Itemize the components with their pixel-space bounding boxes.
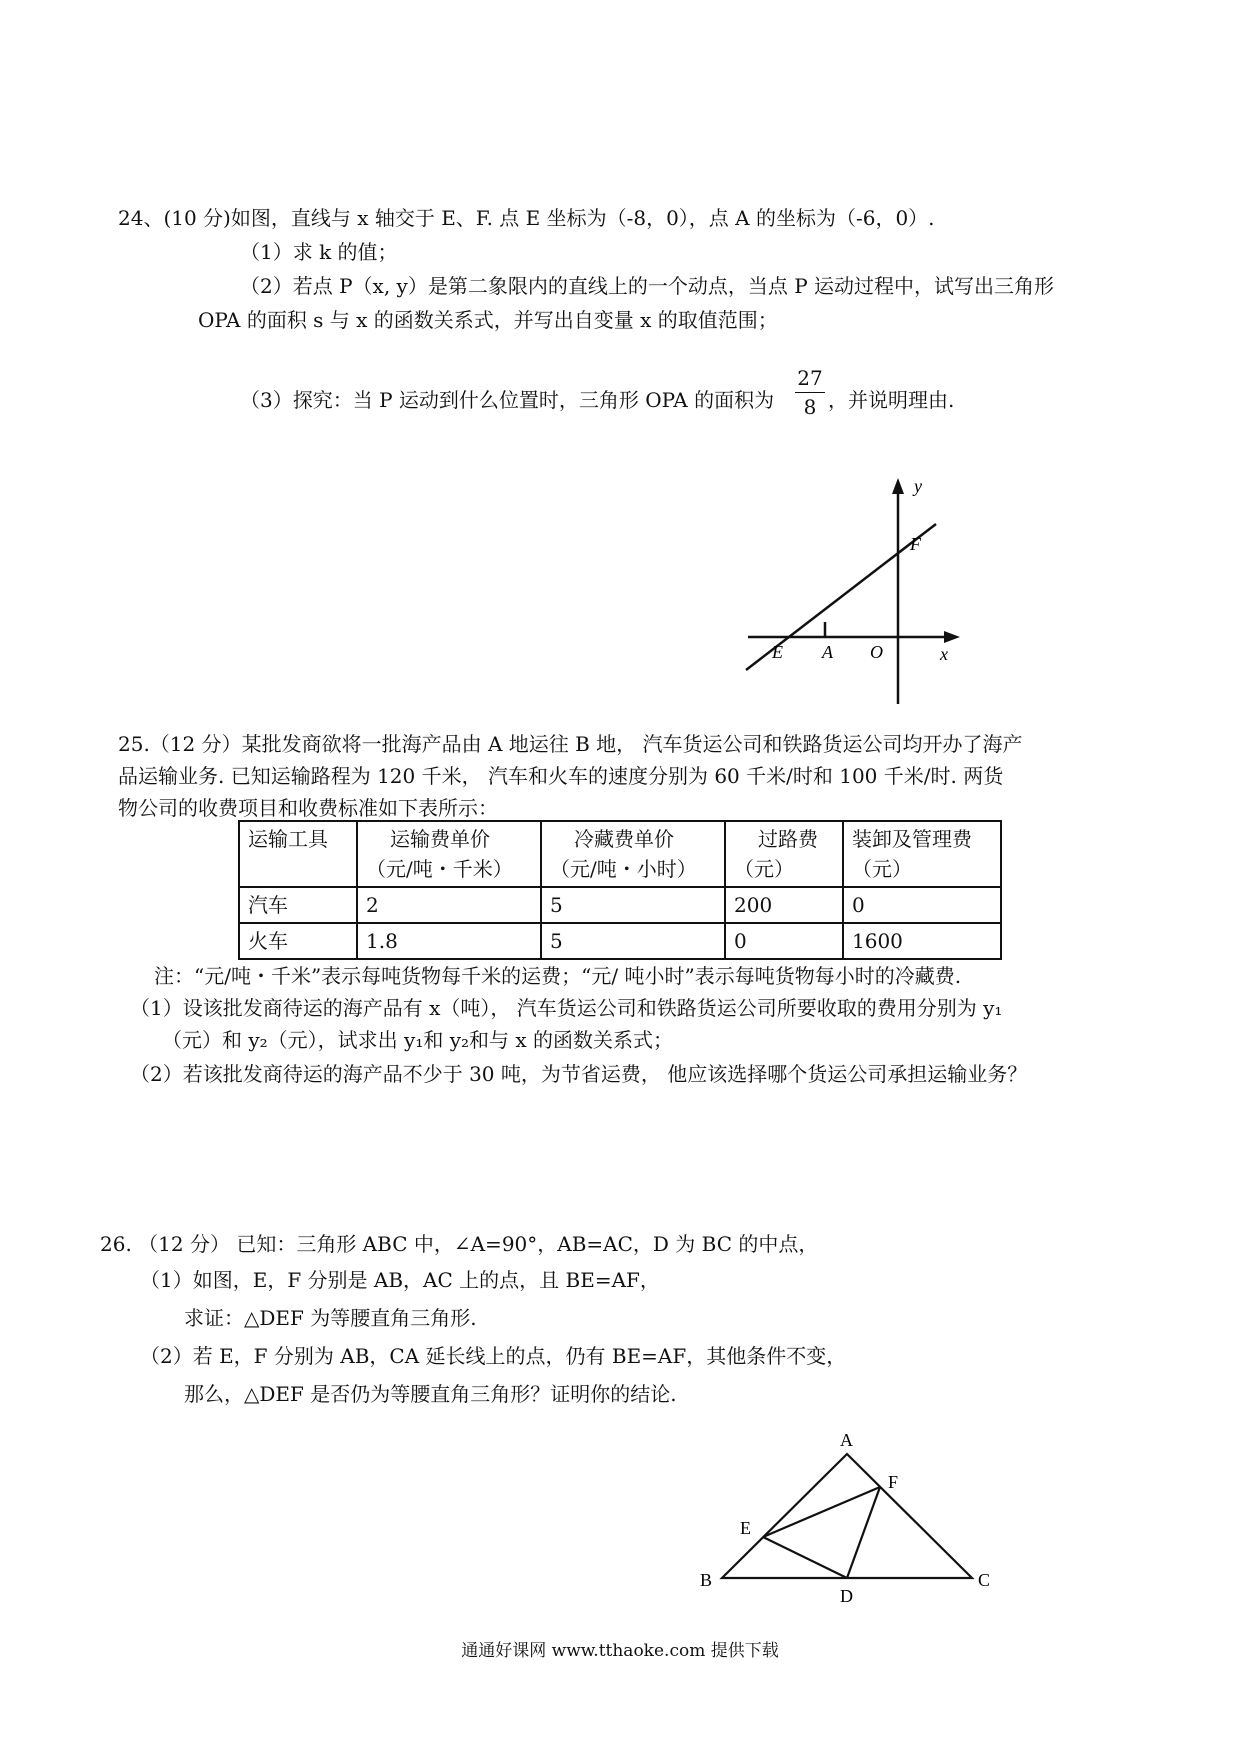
q25-sub2: （2）若该批发商待运的海产品不少于 30 吨，为节省运费， 他应该选择哪个货运公司承担运输业务？ xyxy=(130,1062,1028,1086)
q24-coordinate-figure xyxy=(730,470,970,710)
label-a: A xyxy=(840,1430,853,1450)
table-header-cell: 运输工具 xyxy=(239,821,357,887)
table-cell: 火车 xyxy=(239,923,357,959)
q25-line1: 25.（12 分）某批发商欲将一批海产品由 A 地运往 B 地， 汽车货运公司和铁路货运公司均开办了海产 xyxy=(118,732,1023,756)
segment-fd xyxy=(847,1487,880,1578)
table-row xyxy=(239,923,1001,959)
label-a: A xyxy=(822,642,833,662)
q25-sub1-line2: （元）和 y₂（元），试求出 y₁和 y₂和与 x 的函数关系式； xyxy=(162,1028,674,1052)
label-y: y xyxy=(914,476,922,496)
label-c: C xyxy=(978,1570,991,1590)
table-header-cell: 装卸及管理费 （元） xyxy=(843,821,1001,887)
page-footer: 通通好课网 www.tthaoke.com 提供下载 xyxy=(461,1641,779,1661)
q24-intro: 24、(10 分)如图，直线与 x 轴交于 E、F. 点 E 坐标为（-8，0），点 A 的坐标为（-6，0）. xyxy=(118,206,935,230)
table-cell: 1.8 xyxy=(357,923,541,959)
segment-ef xyxy=(763,1487,880,1537)
label-f: F xyxy=(910,534,921,554)
fraction-bar xyxy=(795,392,825,393)
label-e: E xyxy=(740,1518,751,1538)
fraction-numerator: 27 xyxy=(797,366,823,390)
q25-sub1-line1: （1）设该批发商待运的海产品有 x（吨）， 汽车货运公司和铁路货运公司所要收取的费用分别为 y₁ xyxy=(130,996,1003,1020)
table-cell: 0 xyxy=(843,887,1001,923)
q24-part2-line2: OPA 的面积 s 与 x 的函数关系式，并写出自变量 x 的取值范围； xyxy=(198,308,778,332)
q24-fraction xyxy=(795,366,825,419)
table-cell: 1600 xyxy=(843,923,1001,959)
label-d: D xyxy=(840,1586,853,1606)
q24-part1: （1）求 k 的值； xyxy=(240,240,398,264)
segment-ed xyxy=(763,1537,847,1578)
q24-part2-line1: （2）若点 P（x, y）是第二象限内的直线上的一个动点，当点 P 运动过程中，试写出三角形 xyxy=(240,274,1055,298)
table-row xyxy=(239,887,1001,923)
x-axis-arrow xyxy=(944,631,960,643)
q26-triangle-figure xyxy=(690,1430,1010,1610)
q26-intro: 26. （12 分） 已知：三角形 ABC 中，∠A=90°，AB=AC，D 为 BC 的中点， xyxy=(100,1232,819,1256)
q26-part2-line2: 那么，△DEF 是否仍为等腰直角三角形？证明你的结论. xyxy=(184,1382,677,1406)
q25-line2: 品运输业务. 已知运输路程为 120 千米， 汽车和火车的速度分别为 60 千米/时和 100 千米/时. 两货 xyxy=(118,764,1004,788)
label-o: O xyxy=(870,642,883,662)
q24-part3-end: ，并说明理由. xyxy=(828,388,955,412)
q26-part1-line1: （1）如图，E，F 分别是 AB，AC 上的点，且 BE=AF， xyxy=(140,1268,660,1292)
y-axis-arrow xyxy=(892,478,904,494)
fee-table xyxy=(238,820,1002,960)
table-cell: 5 xyxy=(541,887,725,923)
q25-line3: 物公司的收费项目和收费标准如下表所示： xyxy=(118,796,498,820)
label-e: E xyxy=(772,642,783,662)
label-b: B xyxy=(700,1570,713,1590)
triangle-abc xyxy=(722,1454,972,1578)
label-f: F xyxy=(888,1472,899,1492)
table-header-cell: 过路费 （元） xyxy=(725,821,843,887)
q26-part1-line2: 求证：△DEF 为等腰直角三角形. xyxy=(184,1306,477,1330)
table-cell: 2 xyxy=(357,887,541,923)
table-cell: 0 xyxy=(725,923,843,959)
label-x: x xyxy=(940,644,948,664)
table-cell: 5 xyxy=(541,923,725,959)
q25-note: 注：“元/吨・千米”表示每吨货物每千米的运费；“元/ 吨小时”表示每吨货物每小时的冷藏费. xyxy=(154,964,962,988)
table-header-cell: 冷藏费单价 （元/吨・小时） xyxy=(541,821,725,887)
q26-part2-line1: （2）若 E，F 分别为 AB，CA 延长线上的点，仍有 BE=AF，其他条件不变， xyxy=(140,1344,847,1368)
table-header-row xyxy=(239,821,1001,887)
table-cell: 200 xyxy=(725,887,843,923)
q24-part3-text: （3）探究：当 P 运动到什么位置时，三角形 OPA 的面积为 xyxy=(240,388,775,412)
table-header-cell: 运输费单价 （元/吨・千米） xyxy=(357,821,541,887)
table-cell: 汽车 xyxy=(239,887,357,923)
fraction-denominator: 8 xyxy=(803,395,817,419)
